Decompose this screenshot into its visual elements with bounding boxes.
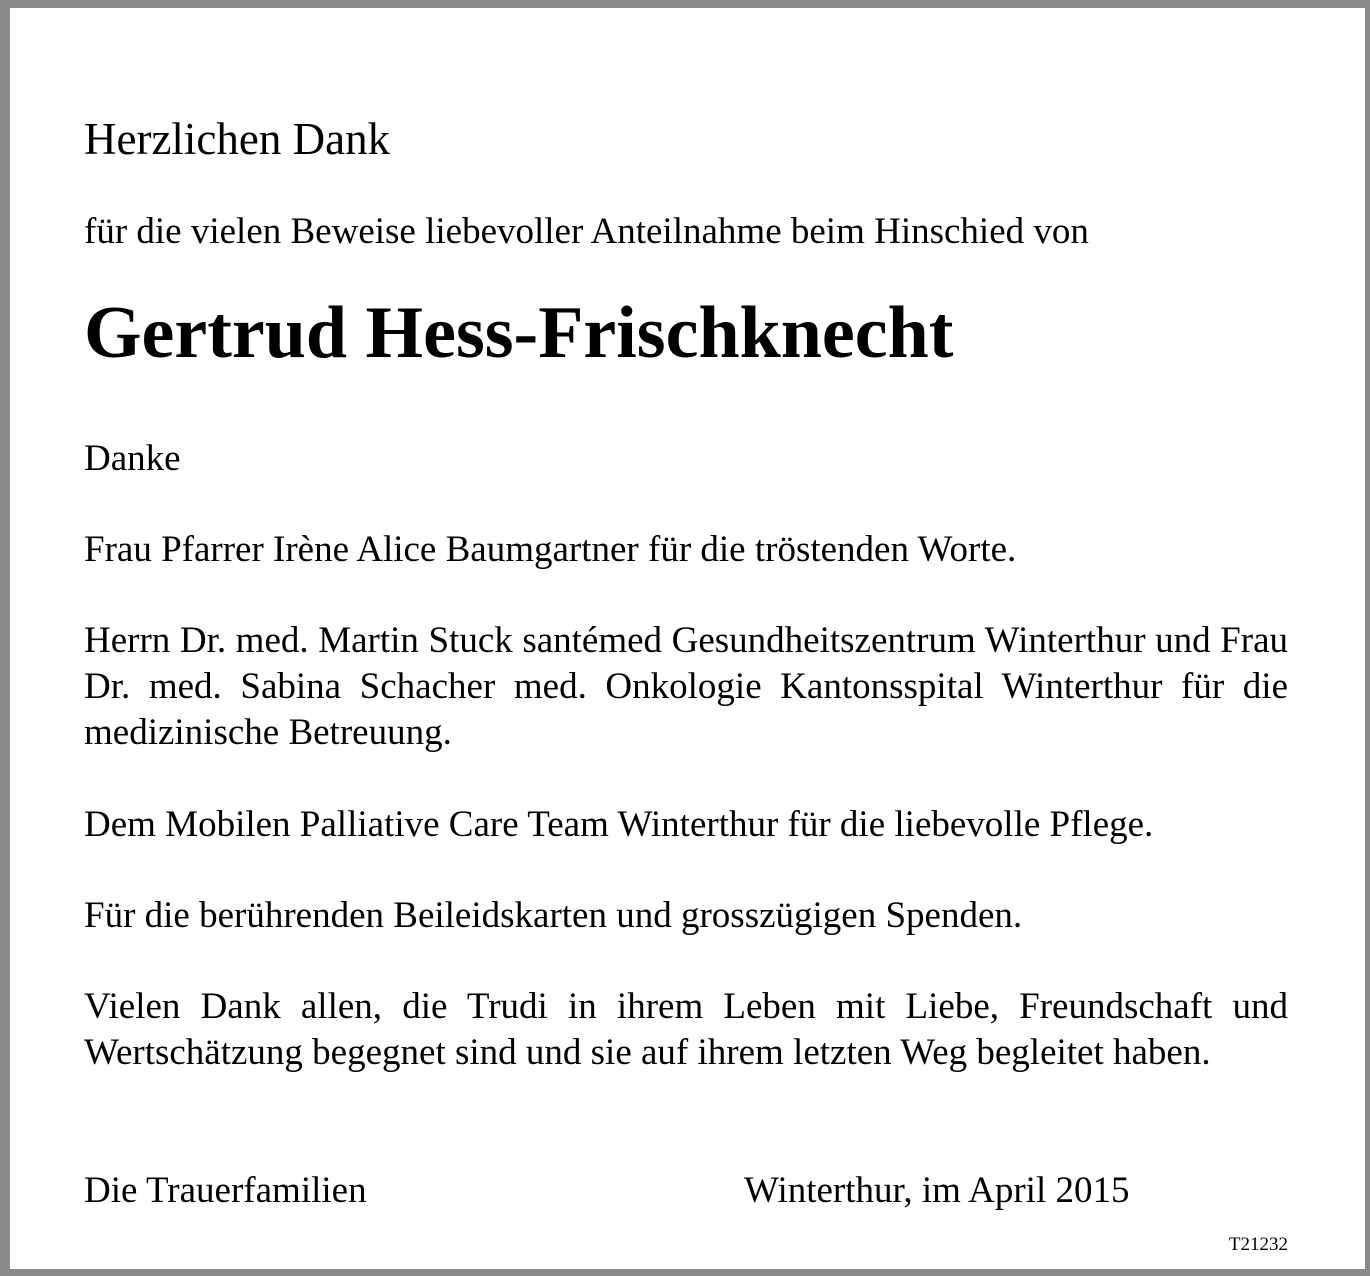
thanks-paragraph-pastor: Frau Pfarrer Irène Alice Baumgartner für die tröstenden Worte. [84,529,1017,570]
thanks-label: Danke [84,438,181,479]
notice-intro: für die vielen Beweise liebevoller Anteilnahme beim Hinschied von [84,211,1089,252]
thanks-paragraph-everyone: Vielen Dank allen, die Trudi in ihrem Leben mit Liebe, Freundschaft und Wertschätzung begegnet sind und sie auf ihrem letzten Weg begleitet haben. [84,986,1288,1073]
thanks-paragraph-condolences: Für die berührenden Beileidskarten und grosszügigen Spenden. [84,895,1023,936]
ad-code: T21232 [1228,1234,1288,1255]
notice-heading: Herzlichen Dank [84,114,391,164]
signature: Die Trauerfamilien [84,1170,367,1211]
thanks-paragraph-care-team: Dem Mobilen Palliative Care Team Winterthur für die liebevolle Pflege. [84,804,1154,845]
deceased-name: Gertrud Hess-Frischknecht [84,292,954,374]
place-and-date: Winterthur, im April 2015 [744,1170,1130,1211]
thanks-paragraph-doctors: Herrn Dr. med. Martin Stuck santémed Gesundheitszentrum Winterthur und Frau Dr. med. Sabina Schacher med. Onkologie Kantonsspital Winterthur für die medizinische Betreuung. [84,620,1288,753]
